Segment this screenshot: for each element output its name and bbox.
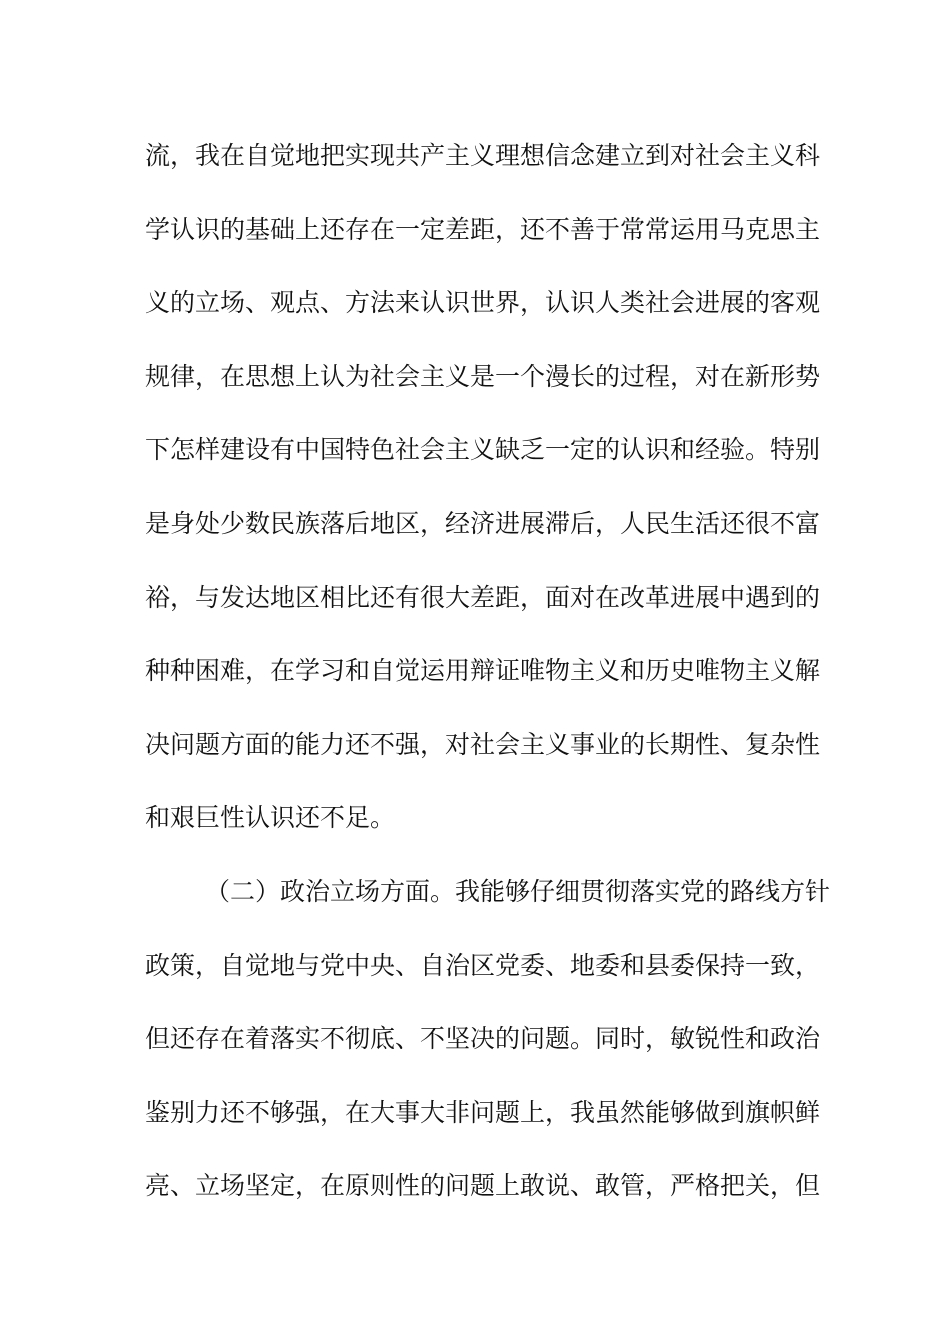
- text-line: 流，我在自觉地把实现共产主义理想信念建立到对社会主义科: [145, 141, 821, 170]
- text-line: 但还存在着落实不彻底、不坚决的问题。同时，敏锐性和政治: [145, 1024, 821, 1054]
- text-line: 义的立场、观点、方法来认识世界，认识人类社会进展的客观: [145, 288, 821, 318]
- section-heading-line: （二）政治立场方面。我能够仔细贯彻落实党的路线方针: [205, 876, 831, 906]
- paragraph-end-line: 和艰巨性认识还不足。: [145, 803, 396, 833]
- text-line: 下怎样建设有中国特色社会主义缺乏一定的认识和经验。特别: [145, 435, 821, 465]
- body-text: [145, 133, 831, 1237]
- text-line: 决问题方面的能力还不强，对社会主义事业的长期性、复杂性: [145, 729, 821, 759]
- text-line: 亮、立场坚定，在原则性的问题上敢说、敢管，严格把关，但: [145, 1171, 821, 1201]
- text-line: 政策，自觉地与党中央、自治区党委、地委和县委保持一致，: [145, 950, 821, 980]
- text-line: 裕，与发达地区相比还有很大差距，面对在改革进展中遇到的: [145, 582, 821, 612]
- text-line: 规律，在思想上认为社会主义是一个漫长的过程，对在新形势: [145, 361, 821, 391]
- text-line: 学认识的基础上还存在一定差距，还不善于常常运用马克思主: [145, 214, 821, 244]
- text-line: 种种困难，在学习和自觉运用辩证唯物主义和历史唯物主义解: [145, 656, 821, 686]
- text-line: 鉴别力还不够强，在大事大非问题上，我虽然能够做到旗帜鲜: [145, 1097, 821, 1127]
- text-line: 是身处少数民族落后地区，经济进展滞后，人民生活还很不富: [145, 508, 821, 538]
